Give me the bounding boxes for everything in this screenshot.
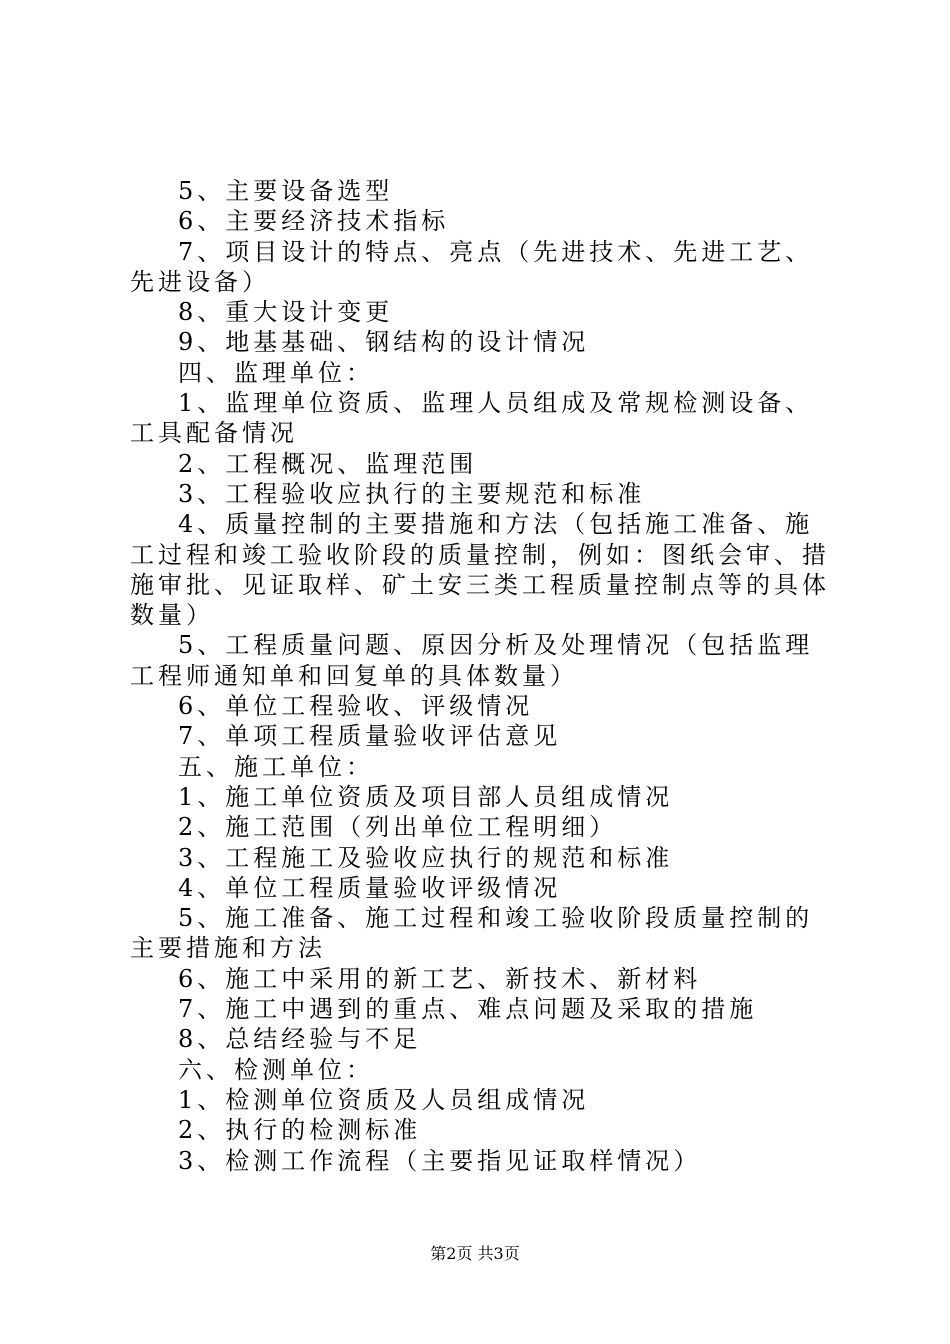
paragraph-12: 6、单位工程验收、评级情况 (178, 692, 534, 721)
paragraph-25: 2、执行的检测标准 (178, 1116, 422, 1145)
paragraph-13: 7、单项工程质量验收评估意见 (178, 722, 562, 751)
paragraph-8: 2、工程概况、监理范围 (178, 449, 478, 478)
paragraph-1: 5、主要设备选型 (178, 177, 394, 205)
paragraph-16: 2、施工范围（列出单位工程明细） (178, 813, 618, 842)
paragraph-21: 7、施工中遇到的重点、难点问题及采取的措施 (178, 995, 758, 1024)
paragraph-10: 4、质量控制的主要措施和方法（包括施工准备、施工过程和竣工验收阶段的质量控制，例如：图纸会审、措施审批、见证取样、矿土安三类工程质量控制点等的具体数量） (130, 510, 830, 630)
paragraph-9: 3、工程验收应执行的主要规范和标准 (178, 479, 646, 508)
paragraph-26: 3、检测工作流程（主要指见证取样情况） (178, 1146, 702, 1175)
paragraph-2: 6、主要经济技术指标 (178, 207, 450, 236)
paragraph-20: 6、施工中采用的新工艺、新技术、新材料 (178, 964, 702, 993)
paragraph-4: 8、重大设计变更 (178, 298, 394, 327)
paragraph-22: 8、总结经验与不足 (178, 1025, 422, 1054)
section-heading-4: 四、监理单位： (178, 358, 374, 387)
paragraph-17: 3、工程施工及验收应执行的规范和标准 (178, 843, 674, 872)
document-body (130, 176, 830, 1176)
section-heading-6: 六、检测单位： (178, 1055, 374, 1084)
page-number-label: 第2页 共3页 (430, 1244, 520, 1263)
paragraph-18: 4、单位工程质量验收评级情况 (178, 873, 562, 902)
paragraph-3: 7、项目设计的特点、亮点（先进技术、先进工艺、先进设备） (130, 237, 814, 296)
paragraph-24: 1、检测单位资质及人员组成情况 (178, 1085, 590, 1114)
page-footer (0, 1244, 950, 1264)
paragraph-7: 1、监理单位资质、监理人员组成及常规检测设备、工具配备情况 (130, 389, 814, 448)
paragraph-15: 1、施工单位资质及项目部人员组成情况 (178, 782, 674, 811)
paragraph-11: 5、工程质量问题、原因分析及处理情况（包括监理工程师通知单和回复单的具体数量） (130, 631, 814, 690)
section-heading-5: 五、施工单位： (178, 752, 374, 781)
paragraph-5: 9、地基基础、钢结构的设计情况 (178, 328, 590, 357)
paragraph-19: 5、施工准备、施工过程和竣工验收阶段质量控制的主要措施和方法 (130, 904, 814, 963)
